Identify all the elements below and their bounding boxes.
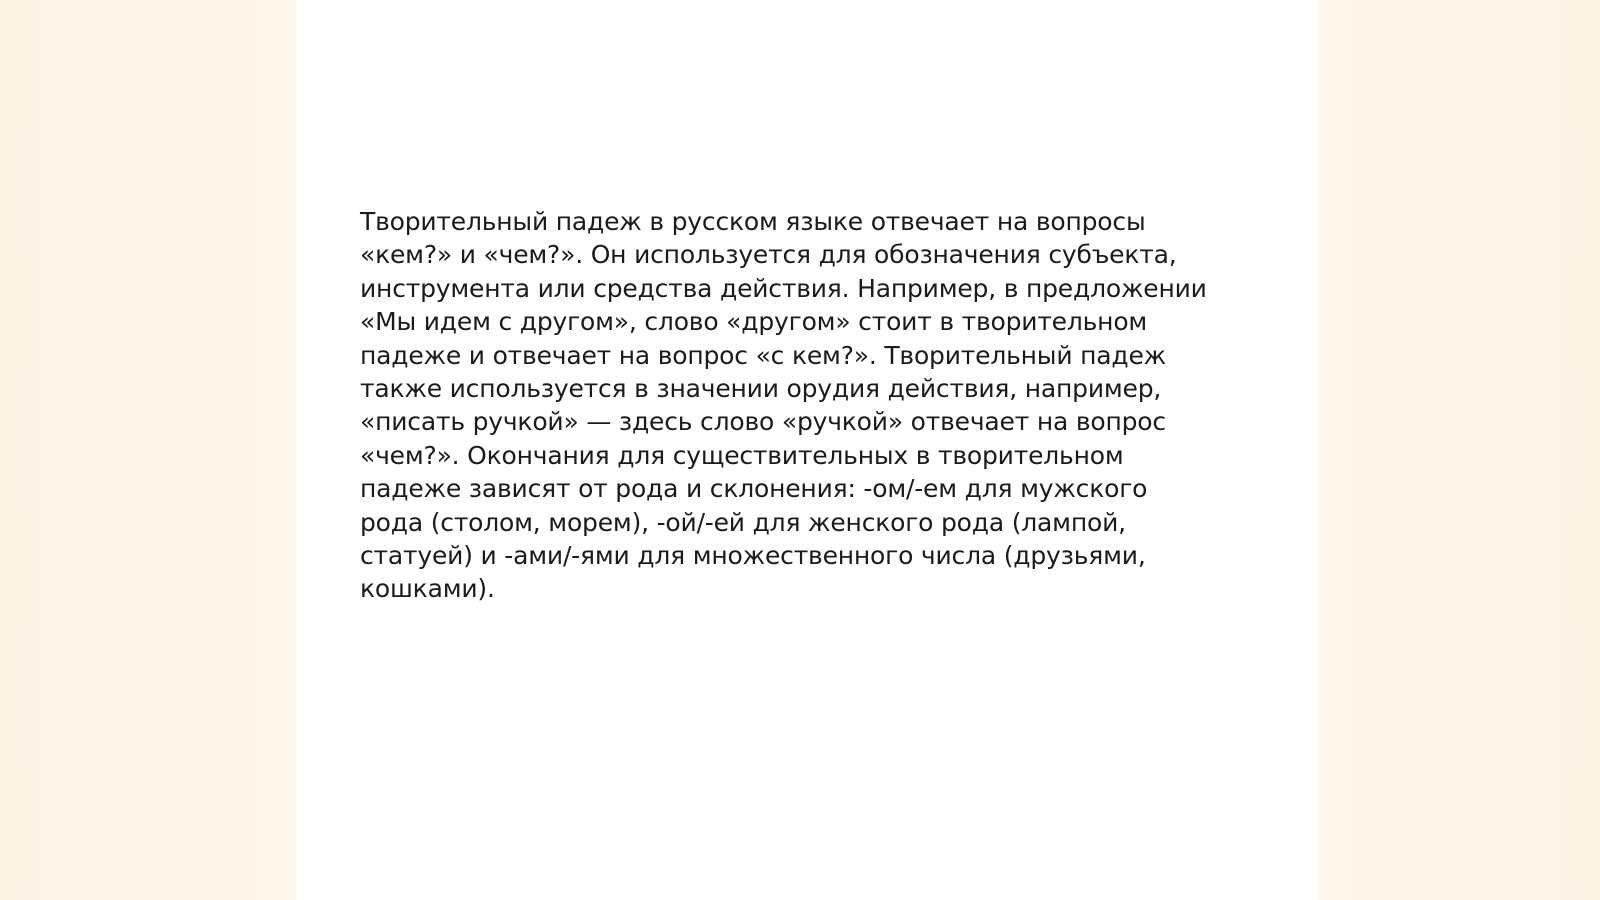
paragraph-line: падеже и отвечает на вопрос «с кем?». Творительный падеж	[360, 340, 1166, 370]
paragraph-line: статуей) и -ами/-ями для множественного числа (друзьями,	[360, 541, 1146, 571]
paragraph-line: «писать ручкой» — здесь слово «ручкой» отвечает на вопрос	[360, 407, 1166, 437]
paragraph-line: падеже зависят от рода и склонения: -ом/-ем для мужского	[360, 474, 1148, 504]
document-page	[296, 0, 1318, 900]
left-margin-background	[0, 0, 296, 900]
right-margin-background	[1318, 0, 1600, 900]
paragraph-line: рода (столом, морем), -ой/-ей для женского рода (лампой,	[360, 507, 1126, 537]
paragraph-line: Творительный падеж в русском языке отвечает на вопросы	[360, 207, 1146, 236]
paragraph-line: «кем?» и «чем?». Он используется для обозначения субъекта,	[360, 240, 1177, 270]
paragraph-line: «Мы идем с другом», слово «другом» стоит в творительном	[360, 307, 1148, 337]
paragraph-line: также используется в значении орудия действия, например,	[360, 374, 1162, 404]
body-paragraph	[360, 205, 1260, 606]
paragraph-line: «чем?». Окончания для существительных в творительном	[360, 440, 1124, 470]
paragraph-line: инструмента или средства действия. Например, в предложении	[360, 273, 1207, 303]
paragraph-line: кошками).	[360, 574, 495, 604]
